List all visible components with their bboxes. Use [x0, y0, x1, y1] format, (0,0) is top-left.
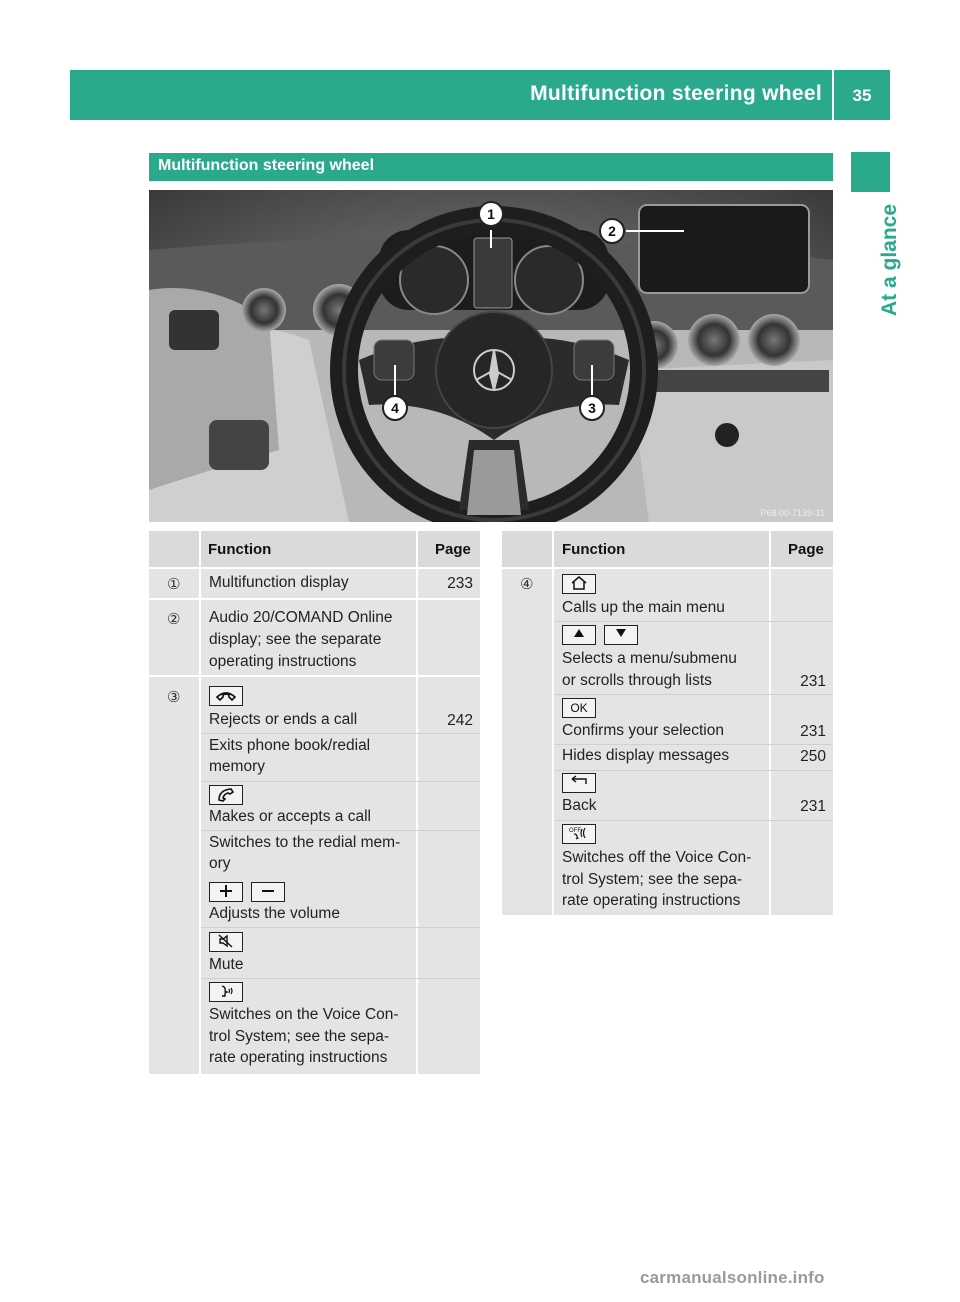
- side-tab: [850, 196, 901, 336]
- voice-on-line-2: trol System; see the sepa-: [209, 1028, 390, 1045]
- voice-control-key-icon: [209, 982, 243, 1002]
- voice-on-line-1: Switches on the Voice Con-: [209, 1006, 399, 1023]
- voice-off-line-1: Switches off the Voice Con-: [562, 849, 752, 866]
- back-text: Back: [562, 797, 597, 814]
- arrow-up-key-icon: [562, 625, 596, 645]
- right-col-page: Page: [788, 541, 824, 558]
- confirm-page: 231: [800, 723, 826, 740]
- row-1-number: ①: [167, 576, 181, 593]
- select-menu-page: 231: [800, 673, 826, 690]
- right-function-table: [502, 531, 833, 915]
- svg-text:OFF: OFF: [569, 828, 581, 834]
- volume-down-key-icon: [251, 882, 285, 902]
- header-section-title: Multifunction steering wheel: [530, 82, 822, 105]
- row-2-line-1: Audio 20/COMAND Online: [209, 609, 393, 626]
- end-call-key-icon: [209, 686, 243, 706]
- volume-up-key-icon: [209, 882, 243, 902]
- hide-messages-text: Hides display messages: [562, 747, 730, 764]
- ok-key: OK: [562, 698, 596, 718]
- callout-2: 2: [608, 223, 616, 239]
- figure-code: P68.00-7139-31: [760, 508, 825, 518]
- home-text: Calls up the main menu: [562, 599, 725, 616]
- row-2-line-2: display; see the separate: [209, 631, 382, 648]
- row-4-number: ④: [520, 576, 534, 593]
- left-function-table: [149, 531, 480, 1074]
- accept-call-key-icon: [209, 785, 243, 805]
- home-key-icon: [562, 574, 596, 594]
- row-3-number: ③: [167, 689, 181, 706]
- reject-call-text: Rejects or ends a call: [209, 711, 358, 728]
- section-title: Multifunction steering wheel: [158, 157, 375, 174]
- side-tab-marker: [851, 152, 890, 192]
- callout-1: 1: [487, 206, 495, 222]
- exit-phonebook-line-1: Exits phone book/redial: [209, 737, 371, 754]
- right-col-function: Function: [562, 541, 626, 558]
- watermark: carmanualsonline.info: [640, 1268, 825, 1287]
- back-key-icon: [562, 773, 596, 793]
- side-tab-label: At a glance: [878, 203, 901, 316]
- mute-text: Mute: [209, 956, 244, 973]
- row-1-text: Multifunction display: [209, 574, 349, 591]
- row-1-page: 233: [447, 575, 473, 592]
- volume-text: Adjusts the volume: [209, 905, 340, 922]
- redial-line-1: Switches to the redial mem-: [209, 834, 401, 851]
- row-2-line-3: operating instructions: [209, 653, 357, 670]
- voice-off-key-icon: [562, 824, 596, 844]
- redial-line-2: ory: [209, 855, 231, 872]
- voice-off-line-2: trol System; see the sepa-: [562, 871, 743, 888]
- left-col-function: Function: [208, 541, 272, 558]
- confirm-text: Confirms your selection: [562, 722, 724, 739]
- voice-off-line-3: rate operating instructions: [562, 892, 741, 909]
- accept-call-text: Makes or accepts a call: [209, 808, 371, 825]
- page-number: 35: [852, 86, 872, 105]
- callout-4: 4: [391, 400, 399, 416]
- reject-call-page: 242: [447, 712, 473, 729]
- steering-wheel-photo: [149, 190, 833, 522]
- back-page: 231: [800, 798, 826, 815]
- left-col-page: Page: [435, 541, 471, 558]
- select-menu-line-2: or scrolls through lists: [562, 672, 712, 689]
- arrow-down-key-icon: [604, 625, 638, 645]
- voice-on-line-3: rate operating instructions: [209, 1049, 388, 1066]
- select-menu-line-1: Selects a menu/submenu: [562, 650, 737, 667]
- mute-key-icon: [209, 932, 243, 952]
- callout-3: 3: [588, 400, 596, 416]
- exit-phonebook-line-2: memory: [209, 758, 265, 775]
- row-2-number: ②: [167, 611, 181, 628]
- hide-messages-page: 250: [800, 748, 826, 765]
